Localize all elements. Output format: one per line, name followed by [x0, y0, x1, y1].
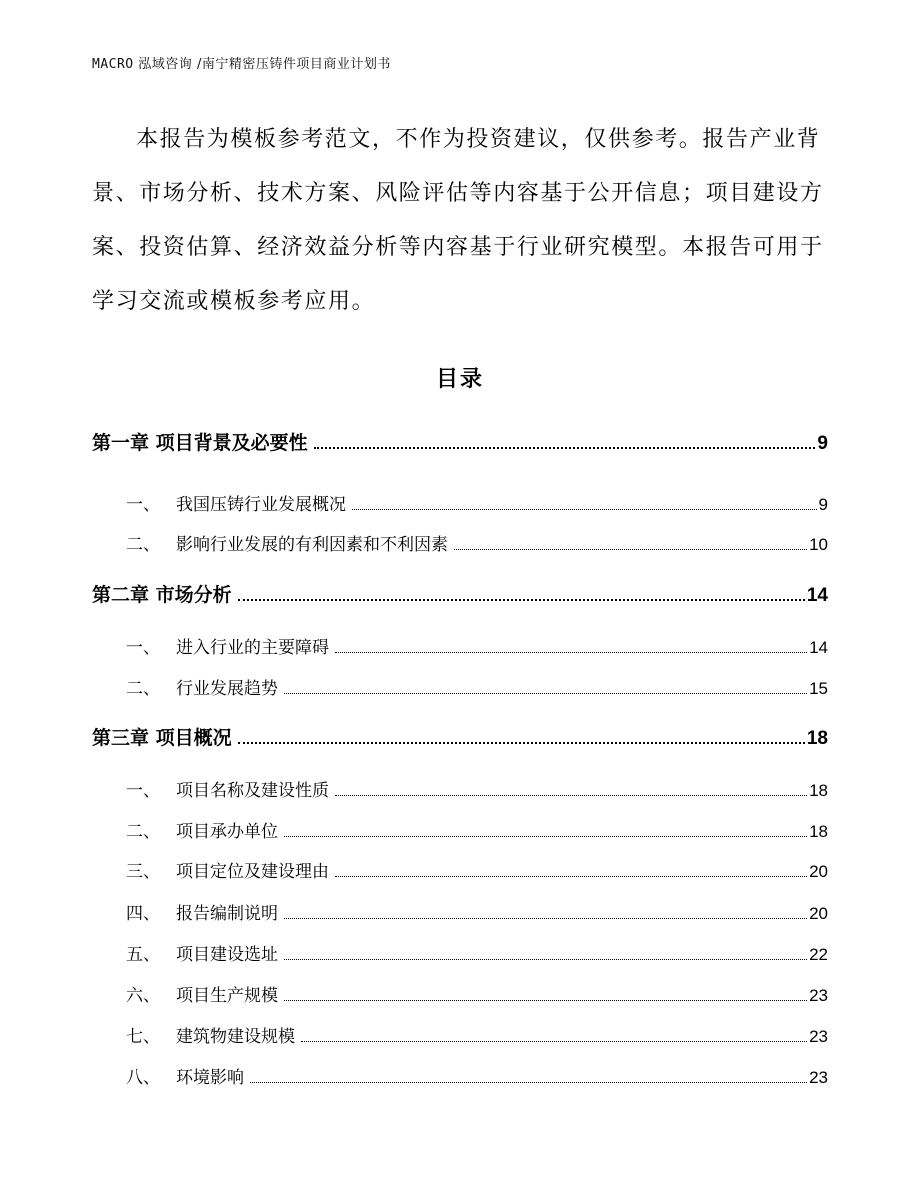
- toc-entry-number: 第一章: [92, 432, 150, 454]
- toc-section-entry[interactable]: [92, 981, 828, 1006]
- toc-entry-title: 我国压铸行业发展概况: [176, 495, 346, 515]
- toc-entry-number: 七、: [126, 1027, 160, 1047]
- intro-paragraph: 本报告为模板参考范文，不作为投资建议，仅供参考。报告产业背景、市场分析、技术方案、风险评估等内容基于公开信息；项目建设方案、投资估算、经济效益分析等内容基于行业研究模型。本报告可用于学习交流或模板参考应用。: [92, 127, 824, 314]
- toc-section-entry[interactable]: [92, 674, 828, 699]
- toc-entry-page: 18: [809, 822, 828, 841]
- toc-entry-page: 14: [806, 585, 828, 606]
- toc-entry-number: 八、: [126, 1068, 160, 1088]
- toc-entry-page: 23: [809, 1068, 828, 1087]
- toc-leader-dots: [352, 508, 817, 510]
- toc-entry-page: 9: [818, 495, 828, 514]
- toc-entry-title: 报告编制说明: [176, 904, 278, 924]
- header-separator: /: [196, 57, 202, 72]
- toc-entry-page: 15: [809, 679, 828, 698]
- toc-section-entry[interactable]: [92, 940, 828, 965]
- toc-entry-title: 行业发展趋势: [176, 679, 278, 699]
- header-doc-title: 南宁精密压铸件项目商业计划书: [201, 57, 391, 72]
- toc-section-entry[interactable]: [92, 899, 828, 924]
- toc-entry-title: 项目承办单位: [176, 822, 278, 842]
- toc-section-entry[interactable]: [92, 1022, 828, 1047]
- toc-section-entry[interactable]: [92, 490, 828, 515]
- toc-section-entry[interactable]: [92, 857, 828, 882]
- toc-entry-number: 三、: [126, 862, 160, 882]
- toc-leader-dots: [454, 548, 807, 550]
- toc-entry-title: 项目生产规模: [176, 986, 278, 1006]
- toc-entry-page: 18: [809, 781, 828, 800]
- toc-leader-dots: [250, 1081, 807, 1083]
- toc-chapter-entry[interactable]: [92, 580, 828, 607]
- toc-entry-title: 项目建设选址: [176, 945, 278, 965]
- toc-section-entry[interactable]: [92, 530, 828, 555]
- toc-entry-page: 20: [809, 862, 828, 881]
- toc-leader-dots: [335, 875, 807, 877]
- toc-leader-dots: [335, 651, 807, 653]
- toc-entry-number: 一、: [126, 495, 160, 515]
- header-brand: MACRO: [92, 57, 134, 72]
- toc-title: 目录: [435, 367, 484, 392]
- toc-entry-page: 18: [806, 728, 828, 749]
- toc-entry-page: 20: [809, 904, 828, 923]
- toc-entry-page: 23: [809, 986, 828, 1005]
- toc-entry-title: 项目定位及建设理由: [176, 862, 329, 882]
- toc-entry-title: 市场分析: [155, 584, 232, 606]
- toc-entry-page: 23: [809, 1027, 828, 1046]
- toc-entry-title: 建筑物建设规模: [176, 1027, 295, 1047]
- toc-entry-page: 22: [809, 945, 828, 964]
- toc-section-entry[interactable]: [92, 817, 828, 842]
- toc-entry-title: 项目背景及必要性: [155, 432, 308, 454]
- toc-entry-number: 第三章: [92, 727, 150, 749]
- header-company: 泓域咨询: [138, 57, 193, 72]
- toc-entry-title: 环境影响: [176, 1068, 244, 1088]
- toc-leader-dots: [284, 999, 807, 1001]
- toc-leader-dots: [314, 446, 816, 449]
- toc-chapter-entry[interactable]: [92, 723, 828, 750]
- toc-section-entry[interactable]: [92, 633, 828, 658]
- toc-entry-page: 9: [817, 433, 828, 454]
- toc-leader-dots: [335, 794, 807, 796]
- toc-entry-title: 影响行业发展的有利因素和不利因素: [176, 535, 448, 555]
- toc-leader-dots: [284, 692, 807, 694]
- toc-entry-number: 二、: [126, 679, 160, 699]
- toc-leader-dots: [238, 741, 805, 744]
- toc-leader-dots: [284, 835, 807, 837]
- toc-leader-dots: [238, 598, 805, 601]
- toc-entry-number: 一、: [126, 781, 160, 801]
- running-header: [92, 53, 391, 72]
- toc-entry-title: 项目概况: [155, 727, 232, 749]
- toc-entry-number: 六、: [126, 986, 160, 1006]
- toc-leader-dots: [284, 958, 807, 960]
- toc-entry-number: 二、: [126, 535, 160, 555]
- toc-entry-number: 五、: [126, 945, 160, 965]
- toc-entry-number: 第二章: [92, 584, 150, 606]
- toc-entry-page: 10: [809, 535, 828, 554]
- toc-section-entry[interactable]: [92, 1063, 828, 1088]
- toc-entry-title: 项目名称及建设性质: [176, 781, 329, 801]
- toc-chapter-entry[interactable]: [92, 428, 828, 455]
- toc-leader-dots: [284, 917, 807, 919]
- toc-entry-page: 14: [809, 638, 828, 657]
- toc-entry-number: 二、: [126, 822, 160, 842]
- toc-leader-dots: [301, 1040, 807, 1042]
- toc-section-entry[interactable]: [92, 776, 828, 801]
- toc-entry-number: 一、: [126, 638, 160, 658]
- toc-entry-number: 四、: [126, 904, 160, 924]
- toc-entry-title: 进入行业的主要障碍: [176, 638, 329, 658]
